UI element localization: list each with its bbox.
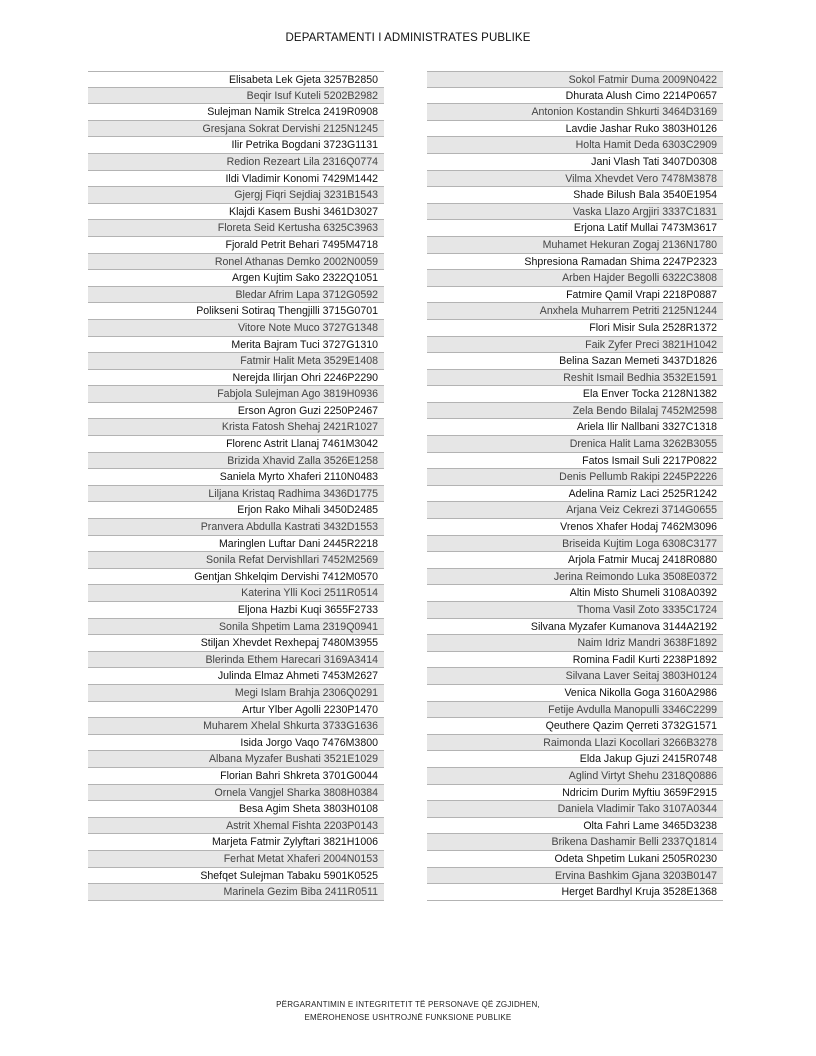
list-item: Maringlen Luftar Dani 2445R2218 xyxy=(88,536,384,553)
list-item: Erjona Latif Mullai 7473M3617 xyxy=(427,220,723,237)
list-item: Jani Vlash Tati 3407D0308 xyxy=(427,154,723,171)
list-item: Brikena Dashamir Belli 2337Q1814 xyxy=(427,834,723,851)
list-item: Holta Hamit Deda 6303C2909 xyxy=(427,137,723,154)
list-item: Thoma Vasil Zoto 3335C1724 xyxy=(427,602,723,619)
list-item: Krista Fatosh Shehaj 2421R1027 xyxy=(88,419,384,436)
footer xyxy=(0,998,816,1024)
list-item: Lavdie Jashar Ruko 3803H0126 xyxy=(427,121,723,138)
list-item: Eljona Hazbi Kuqi 3655F2733 xyxy=(88,602,384,619)
list-item: Daniela Vladimir Tako 3107A0344 xyxy=(427,801,723,818)
list-item: Sokol Fatmir Duma 2009N0422 xyxy=(427,71,723,88)
list-item: Faik Zyfer Preci 3821H1042 xyxy=(427,337,723,354)
list-item: Silvana Myzafer Kumanova 3144A2192 xyxy=(427,619,723,636)
list-item: Beqir Isuf Kuteli 5202B2982 xyxy=(88,88,384,105)
list-item: Ervina Bashkim Gjana 3203B0147 xyxy=(427,868,723,885)
list-item: Antonion Kostandin Shkurti 3464D3169 xyxy=(427,104,723,121)
list-item: Shade Bilush Bala 3540E1954 xyxy=(427,187,723,204)
list-item: Shpresiona Ramadan Shima 2247P2323 xyxy=(427,254,723,271)
list-item: Silvana Laver Seitaj 3803H0124 xyxy=(427,668,723,685)
list-item: Venica Nikolla Goga 3160A2986 xyxy=(427,685,723,702)
footer-line-1: PËRGARANTIMIN E INTEGRITETIT TË PERSONAVE QË ZGJIDHEN, xyxy=(276,1000,540,1009)
list-item: Stiljan Xhevdet Rexhepaj 7480M3955 xyxy=(88,635,384,652)
list-item: Arben Hajder Begolli 6322C3808 xyxy=(427,270,723,287)
list-item: Albana Myzafer Bushati 3521E1029 xyxy=(88,751,384,768)
list-item: Herget Bardhyl Kruja 3528E1368 xyxy=(427,884,723,901)
list-item: Redion Rezeart Lila 2316Q0774 xyxy=(88,154,384,171)
list-item: Arjana Veiz Cekrezi 3714G0655 xyxy=(427,502,723,519)
list-item: Ndricim Durim Myftiu 3659F2915 xyxy=(427,785,723,802)
list-item: Gjergj Fiqri Sejdiaj 3231B1543 xyxy=(88,187,384,204)
list-item: Blerinda Ethem Harecari 3169A3414 xyxy=(88,652,384,669)
list-item: Florian Bahri Shkreta 3701G0044 xyxy=(88,768,384,785)
list-item: Polikseni Sotiraq Thengjilli 3715G0701 xyxy=(88,303,384,320)
list-item: Brizida Xhavid Zalla 3526E1258 xyxy=(88,453,384,470)
list-item: Besa Agim Sheta 3803H0108 xyxy=(88,801,384,818)
list-item: Vilma Xhevdet Vero 7478M3878 xyxy=(427,171,723,188)
list-item: Arjola Fatmir Mucaj 2418R0880 xyxy=(427,552,723,569)
list-item: Isida Jorgo Vaqo 7476M3800 xyxy=(88,735,384,752)
list-item: Vrenos Xhafer Hodaj 7462M3096 xyxy=(427,519,723,536)
list-item: Fjorald Petrit Behari 7495M4718 xyxy=(88,237,384,254)
list-item: Floreta Seid Kertusha 6325C3963 xyxy=(88,220,384,237)
list-item: Aglind Virtyt Shehu 2318Q0886 xyxy=(427,768,723,785)
list-item: Merita Bajram Tuci 3727G1310 xyxy=(88,337,384,354)
list-item: Vaska Llazo Argjiri 3337C1831 xyxy=(427,204,723,221)
list-item: Katerina Ylli Koci 2511R0514 xyxy=(88,585,384,602)
right-name-list xyxy=(427,71,723,901)
list-item: Ferhat Metat Xhaferi 2004N0153 xyxy=(88,851,384,868)
list-item: Sonila Shpetim Lama 2319Q0941 xyxy=(88,619,384,636)
list-item: Saniela Myrto Xhaferi 2110N0483 xyxy=(88,469,384,486)
list-item: Reshit Ismail Bedhia 3532E1591 xyxy=(427,370,723,387)
list-item: Megi Islam Brahja 2306Q0291 xyxy=(88,685,384,702)
list-item: Sonila Refat Dervishllari 7452M2569 xyxy=(88,552,384,569)
list-item: Muhamet Hekuran Zogaj 2136N1780 xyxy=(427,237,723,254)
list-item: Ildi Vladimir Konomi 7429M1442 xyxy=(88,171,384,188)
list-item: Anxhela Muharrem Petriti 2125N1244 xyxy=(427,303,723,320)
list-item: Ariela Ilir Nallbani 3327C1318 xyxy=(427,419,723,436)
list-item: Ornela Vangjel Sharka 3808H0384 xyxy=(88,785,384,802)
list-item: Astrit Xhemal Fishta 2203P0143 xyxy=(88,818,384,835)
page-title: DEPARTAMENTI I ADMINISTRATES PUBLIKE xyxy=(285,32,531,44)
list-item: Ronel Athanas Demko 2002N0059 xyxy=(88,254,384,271)
list-item: Elisabeta Lek Gjeta 3257B2850 xyxy=(88,71,384,88)
list-item: Zela Bendo Bilalaj 7452M2598 xyxy=(427,403,723,420)
list-item: Jerina Reimondo Luka 3508E0372 xyxy=(427,569,723,586)
list-item: Fetije Avdulla Manopulli 3346C2299 xyxy=(427,702,723,719)
list-item: Naim Idriz Mandri 3638F1892 xyxy=(427,635,723,652)
list-item: Belina Sazan Memeti 3437D1826 xyxy=(427,353,723,370)
list-item: Klajdi Kasem Bushi 3461D3027 xyxy=(88,204,384,221)
list-item: Olta Fahri Lame 3465D3238 xyxy=(427,818,723,835)
list-item: Gentjan Shkelqim Dervishi 7412M0570 xyxy=(88,569,384,586)
list-item: Elda Jakup Gjuzi 2415R0748 xyxy=(427,751,723,768)
list-item: Gresjana Sokrat Dervishi 2125N1245 xyxy=(88,121,384,138)
list-item: Dhurata Alush Cimo 2214P0657 xyxy=(427,88,723,105)
left-name-list xyxy=(88,71,384,901)
list-item: Argen Kujtim Sako 2322Q1051 xyxy=(88,270,384,287)
list-item: Denis Pellumb Rakipi 2245P2226 xyxy=(427,469,723,486)
footer-line-2: EMËROHENOSE USHTROJNË FUNKSIONE PUBLIKE xyxy=(304,1013,512,1022)
list-item: Briseida Kujtim Loga 6308C3177 xyxy=(427,536,723,553)
list-item: Drenica Halit Lama 3262B3055 xyxy=(427,436,723,453)
list-item: Julinda Elmaz Ahmeti 7453M2627 xyxy=(88,668,384,685)
list-item: Romina Fadil Kurti 2238P1892 xyxy=(427,652,723,669)
list-item: Marjeta Fatmir Zylyftari 3821H1006 xyxy=(88,834,384,851)
list-item: Sulejman Namik Strelca 2419R0908 xyxy=(88,104,384,121)
list-item: Ela Enver Tocka 2128N1382 xyxy=(427,386,723,403)
list-item: Pranvera Abdulla Kastrati 3432D1553 xyxy=(88,519,384,536)
list-item: Shefqet Sulejman Tabaku 5901K0525 xyxy=(88,868,384,885)
list-item: Fabjola Sulejman Ago 3819H0936 xyxy=(88,386,384,403)
list-item: Fatmir Halit Meta 3529E1408 xyxy=(88,353,384,370)
list-item: Qeuthere Qazim Qerreti 3732G1571 xyxy=(427,718,723,735)
list-item: Ilir Petrika Bogdani 3723G1131 xyxy=(88,137,384,154)
list-item: Odeta Shpetim Lukani 2505R0230 xyxy=(427,851,723,868)
list-item: Muharem Xhelal Shkurta 3733G1636 xyxy=(88,718,384,735)
list-item: Fatmire Qamil Vrapi 2218P0887 xyxy=(427,287,723,304)
list-item: Liljana Kristaq Radhima 3436D1775 xyxy=(88,486,384,503)
list-item: Bledar Afrim Lapa 3712G0592 xyxy=(88,287,384,304)
list-item: Erjon Rako Mihali 3450D2485 xyxy=(88,502,384,519)
list-item: Fatos Ismail Suli 2217P0822 xyxy=(427,453,723,470)
list-item: Adelina Ramiz Laci 2525R1242 xyxy=(427,486,723,503)
list-item: Nerejda Ilirjan Ohri 2246P2290 xyxy=(88,370,384,387)
list-item: Flori Misir Sula 2528R1372 xyxy=(427,320,723,337)
list-item: Vitore Note Muco 3727G1348 xyxy=(88,320,384,337)
list-item: Erson Agron Guzi 2250P2467 xyxy=(88,403,384,420)
list-item: Florenc Astrit Llanaj 7461M3042 xyxy=(88,436,384,453)
list-item: Raimonda Llazi Kocollari 3266B3278 xyxy=(427,735,723,752)
list-item: Artur Ylber Agolli 2230P1470 xyxy=(88,702,384,719)
list-item: Altin Misto Shumeli 3108A0392 xyxy=(427,585,723,602)
list-item: Marinela Gezim Biba 2411R0511 xyxy=(88,884,384,901)
